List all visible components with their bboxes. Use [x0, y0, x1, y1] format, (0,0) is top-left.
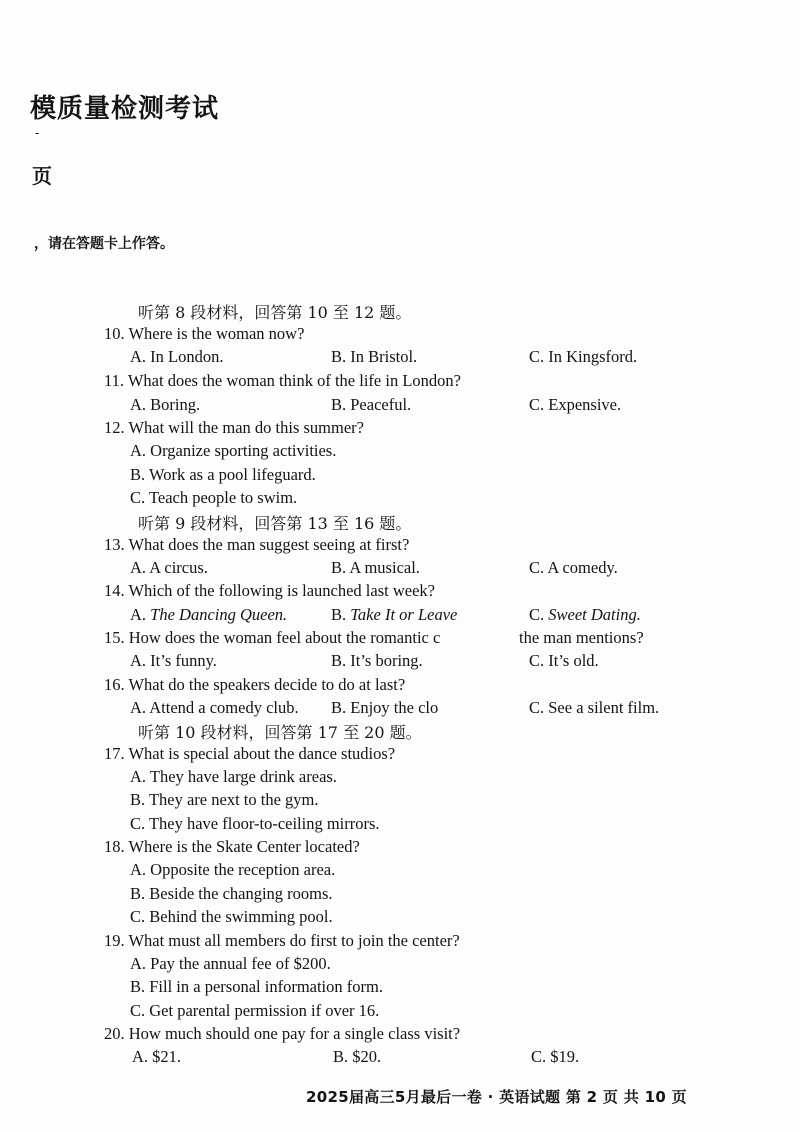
- question-17-option-c: C. They have floor-to-ceiling mirrors.: [130, 814, 380, 833]
- question-17-stem: 17. What is special about the dance studios?: [104, 744, 396, 763]
- page-mark: 页: [32, 164, 52, 188]
- question-10-option-a: A. In London.: [130, 347, 224, 366]
- option-c-title: Sweet Dating.: [548, 605, 641, 624]
- section-heading-9: 听第 9 段材料，回答第 13 至 16 题。: [138, 514, 412, 533]
- question-10-option-b: B. In Bristol.: [331, 347, 418, 366]
- question-15-option-c: C. It’s old.: [529, 651, 599, 670]
- page-footer: 2025届高三5月最后一卷 · 英语试题 第 2 页 共 10 页: [306, 1088, 687, 1106]
- question-14-option-a: [130, 605, 287, 625]
- question-13-option-b: B. A musical.: [331, 558, 420, 577]
- option-a-letter: A.: [130, 605, 151, 624]
- question-12-option-a: A. Organize sporting activities.: [130, 441, 337, 460]
- question-16-option-a: A. Attend a comedy club.: [130, 698, 299, 717]
- question-12-option-c: C. Teach people to swim.: [130, 488, 298, 507]
- question-12-stem: 12. What will the man do this summer?: [104, 418, 364, 437]
- question-20-stem: 20. How much should one pay for a single class visit?: [104, 1024, 461, 1043]
- question-14-option-b: [331, 605, 457, 625]
- question-16-stem: 16. What do the speakers decide to do at last?: [104, 675, 406, 694]
- section-heading-8: 听第 8 段材料，回答第 10 至 12 题。: [138, 303, 412, 322]
- question-20-option-b: B. $20.: [333, 1047, 382, 1066]
- question-13-option-c: C. A comedy.: [529, 558, 618, 577]
- question-17-option-b: B. They are next to the gym.: [130, 790, 319, 809]
- question-11-option-c: C. Expensive.: [529, 395, 622, 414]
- exam-title: 模质量检测考试: [30, 94, 220, 124]
- option-c-letter: C.: [529, 605, 549, 624]
- margin-mark: -: [35, 126, 40, 140]
- question-18-option-a: A. Opposite the reception area.: [130, 860, 336, 879]
- question-13-stem: 13. What does the man suggest seeing at first?: [104, 535, 410, 554]
- option-b-title: Take It or Leave: [350, 605, 458, 624]
- question-10-option-c: C. In Kingsford.: [529, 347, 638, 366]
- question-13-option-a: A. A circus.: [130, 558, 208, 577]
- question-17-option-a: A. They have large drink areas.: [130, 767, 337, 786]
- question-16-option-b: B. Enjoy the clo: [331, 698, 439, 717]
- question-19-option-c: C. Get parental permission if over 16.: [130, 1001, 380, 1020]
- question-19-stem: 19. What must all members do first to join the center?: [104, 931, 460, 950]
- question-20-option-c: C. $19.: [531, 1047, 580, 1066]
- question-16-option-c: C. See a silent film.: [529, 698, 660, 717]
- question-12-option-b: B. Work as a pool lifeguard.: [130, 465, 316, 484]
- question-11-stem: 11. What does the woman think of the life in London?: [104, 371, 461, 390]
- question-15-option-b: B. It’s boring.: [331, 651, 423, 670]
- instruction-text: ，请在答题卡上作答。: [34, 236, 174, 252]
- question-15-stem: 15. How does the woman feel about the romantic c: [104, 628, 441, 647]
- question-11-option-b: B. Peaceful.: [331, 395, 412, 414]
- section-heading-10: 听第 10 段材料，回答第 17 至 20 题。: [138, 723, 422, 742]
- question-19-option-b: B. Fill in a personal information form.: [130, 977, 383, 996]
- option-b-letter: B.: [331, 605, 351, 624]
- question-18-option-c: C. Behind the swimming pool.: [130, 907, 333, 926]
- question-18-stem: 18. Where is the Skate Center located?: [104, 837, 360, 856]
- question-14-stem: 14. Which of the following is launched last week?: [104, 581, 435, 600]
- question-15-option-a: A. It’s funny.: [130, 651, 217, 670]
- question-15-stem-end: the man mentions?: [519, 628, 644, 647]
- question-10-stem: 10. Where is the woman now?: [104, 324, 305, 343]
- option-a-title: The Dancing Queen.: [150, 605, 288, 624]
- question-11-option-a: A. Boring.: [130, 395, 201, 414]
- question-14-option-c: [529, 605, 641, 625]
- question-19-option-a: A. Pay the annual fee of $200.: [130, 954, 331, 973]
- question-20-option-a: A. $21.: [132, 1047, 182, 1066]
- question-18-option-b: B. Beside the changing rooms.: [130, 884, 333, 903]
